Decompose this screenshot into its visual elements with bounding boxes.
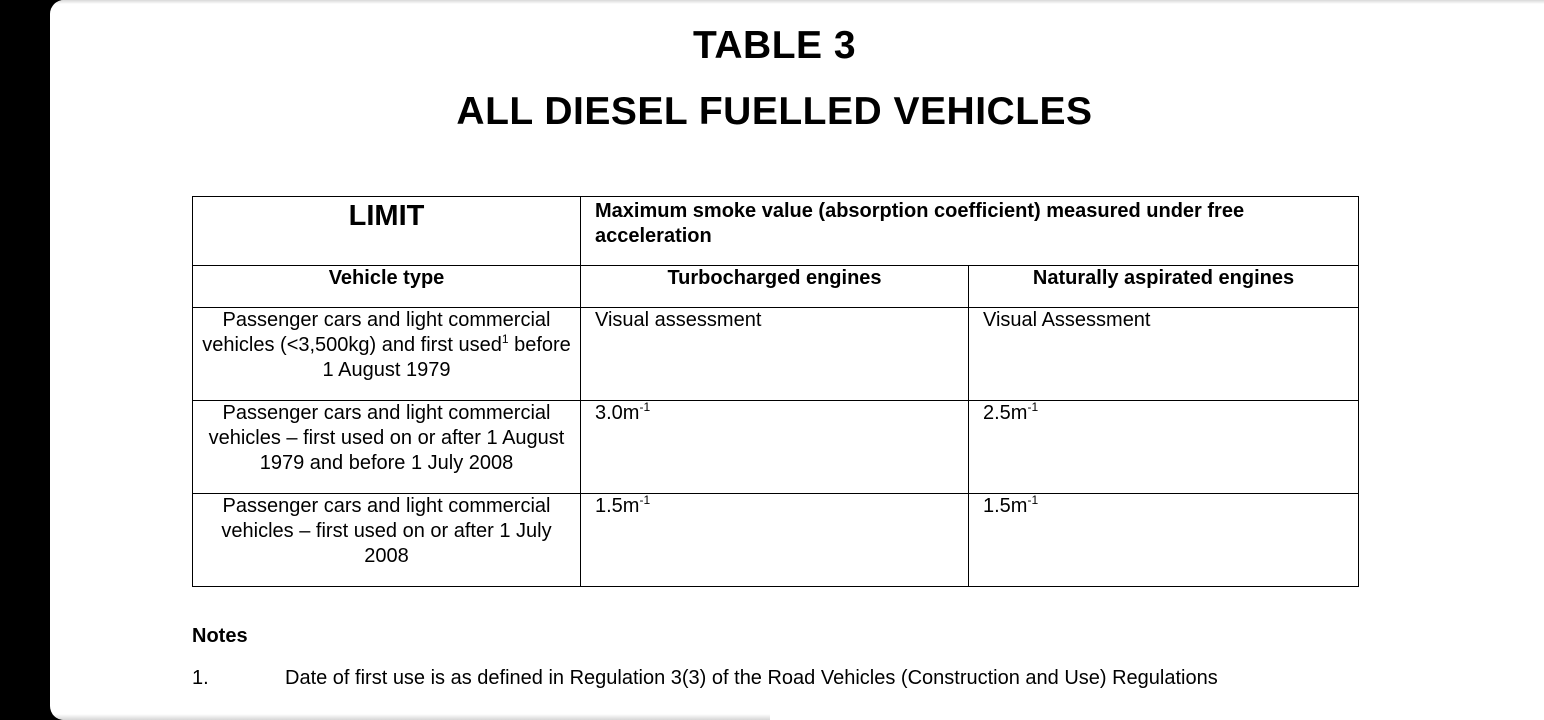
notes-heading: Notes bbox=[192, 625, 248, 647]
table-row bbox=[193, 308, 1359, 401]
naturally-aspirated-value-cell bbox=[969, 401, 1359, 494]
vehicle-type-cell: Passenger cars and light commercial vehicles – first used on or after 1 August 1979 and before 1 July 2008 bbox=[193, 401, 581, 494]
page-top-shadow bbox=[50, 0, 1544, 4]
page-bottom-shadow bbox=[50, 714, 770, 720]
table-column-header-row bbox=[193, 266, 1359, 308]
unit-exponent: -1 bbox=[1027, 493, 1039, 507]
turbocharged-value-cell bbox=[581, 494, 969, 587]
vehicle-type-text-tail: before 1 August 1979 bbox=[322, 334, 571, 381]
table-row bbox=[193, 401, 1359, 494]
naturally-aspirated-value-cell bbox=[969, 494, 1359, 587]
table-title: TABLE 3 bbox=[692, 24, 857, 67]
note-text: Date of first use is as defined in Regulation 3(3) of the Road Vehicles (Construction and Use) Regulations bbox=[285, 667, 1218, 689]
column-header-turbocharged: Turbocharged engines bbox=[581, 266, 969, 308]
header-limit: LIMIT bbox=[193, 197, 581, 266]
naturally-aspirated-value-cell bbox=[969, 308, 1359, 401]
header-max-smoke: Maximum smoke value (absorption coefficient) measured under free acceleration bbox=[581, 197, 1359, 266]
table-header-row bbox=[193, 197, 1359, 266]
note-number: 1. bbox=[192, 667, 209, 689]
turbocharged-value: 3.0m bbox=[595, 402, 640, 424]
naturally-aspirated-value: 2.5m bbox=[983, 402, 1028, 424]
vehicle-type-text: Passenger cars and light commercial vehicles (<3,500kg) and first used bbox=[202, 309, 551, 356]
table-subtitle: ALL DIESEL FUELLED VEHICLES bbox=[456, 90, 1093, 133]
column-header-naturally-aspirated: Naturally aspirated engines bbox=[969, 266, 1359, 308]
diesel-smoke-limits-table bbox=[192, 196, 1359, 587]
footnote-ref: 1 bbox=[501, 332, 509, 346]
naturally-aspirated-value: 1.5m bbox=[983, 495, 1028, 517]
vehicle-type-cell: Passenger cars and light commercial vehicles – first used on or after 1 July 2008 bbox=[193, 494, 581, 587]
unit-exponent: -1 bbox=[1027, 400, 1039, 414]
vehicle-type-cell bbox=[193, 308, 581, 401]
document-page bbox=[50, 0, 1544, 720]
turbocharged-value-cell bbox=[581, 401, 969, 494]
column-header-vehicle-type: Vehicle type bbox=[193, 266, 581, 308]
naturally-aspirated-value: Visual Assessment bbox=[983, 309, 1151, 331]
turbocharged-value-cell bbox=[581, 308, 969, 401]
unit-exponent: -1 bbox=[639, 493, 651, 507]
turbocharged-value: 1.5m bbox=[595, 495, 640, 517]
table-row bbox=[193, 494, 1359, 587]
unit-exponent: -1 bbox=[639, 400, 651, 414]
turbocharged-value: Visual assessment bbox=[595, 309, 762, 331]
